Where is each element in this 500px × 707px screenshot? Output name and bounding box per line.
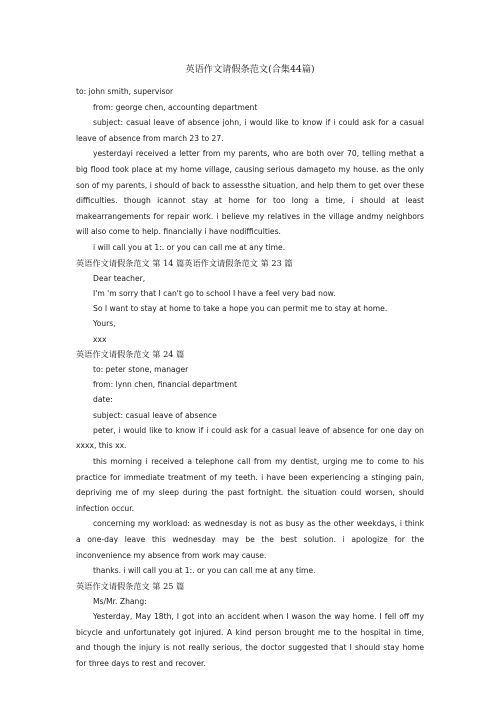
memo-date-line: date: [93,395,113,405]
memo-subject-paragraph: subject: casual leave of absence john, i would like to know if i could ask for a casual leave of absence from march 23 to 27. [76,118,424,143]
section-heading: 英语作文请假条范文 第 25 篇 [76,580,185,591]
sign-off: Yours, [93,319,116,329]
body-paragraph: this morning i received a telephone call from my dentist, urging me to come to his practice for immediate treatment of my teeth. i have been experiencing a stinging pain, depriving me of my sleep during the past fortnight. the situation could worsen, should infection occur. [76,456,424,513]
memo-to-line: to: peter stone, manager [93,364,189,374]
body-paragraph: yesterdayi received a letter from my parents, who are both over 70, telling methat a big flood took place at my home village, causing serious damageto my house. as the only son of my parents, i should of back to assessthe situation, and help them to get over these difficulties. though icannot stay at home for too long a time, i should at least makearrangements for repair work. i believe my relatives in the village andmy neighbors will also come to help. financially i have nodifficulties. [76,149,424,237]
document-title: 英语作文请假条范文(合集44篇) [185,64,315,75]
salutation: Ms/Mr. Zhang: [93,596,147,606]
body-paragraph: Yesterday, May 18th, I got into an accident when I wason the way home. I fell off my bicycle and unfortunately got injured. A kind person brought me to the hospital in time, and though the injury is not really serious, the doctor suggested that I should stay home for three days to rest and recover. [76,612,424,668]
memo-from-line: from: george chen, accounting department [93,102,258,112]
body-paragraph: peter, i would like to know if i could ask for a casual leave of absence for one day on xxxx, this xx. [76,425,424,451]
body-line: So I want to stay at home to take a hope you can permit me to stay at home. [93,304,388,314]
memo-subject-line: subject: casual leave of absence [93,410,217,420]
salutation: Dear teacher, [93,273,146,283]
section-heading: 英语作文请假条范文 第 14 篇英语作文请假条范文 第 23 篇 [76,257,293,268]
body-paragraph: concerning my workload: as wednesday is not as busy as the other weekdays, i think a one-day leave this wednesday may be the best solution. i apologize for the inconvenience my absence from work may cause. [76,519,424,560]
signature: xxx [93,334,107,344]
memo-from-line: from: lynn chen, financial department [93,380,238,390]
closing-line: thanks. i will call you at 1:. or you can call me at any time. [93,566,316,576]
body-line: I'm 'm sorry that I can't go to school I have a feel very bad now. [93,288,336,298]
section-heading: 英语作文请假条范文 第 24 篇 [76,348,185,359]
memo-to-line: to: john smith, supervisor [76,87,174,96]
closing-line: i will call you at 1:. or you can call me at any time. [93,242,286,252]
